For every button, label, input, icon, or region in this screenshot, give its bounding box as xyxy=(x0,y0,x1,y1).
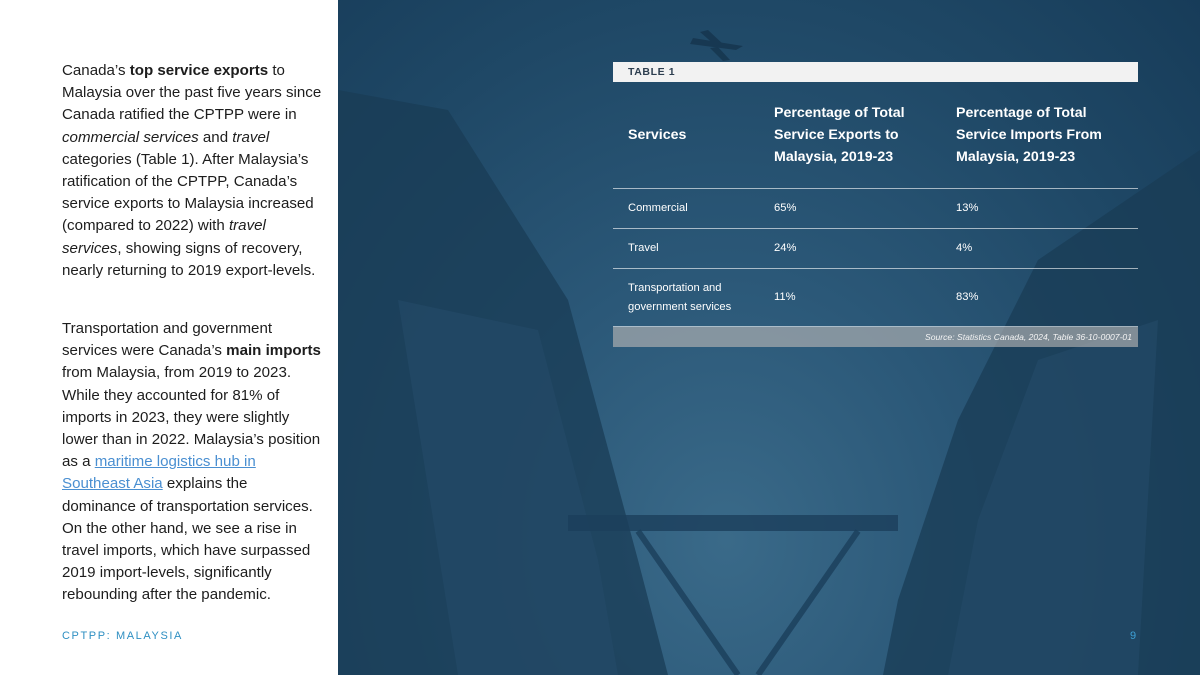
cell-exports: 65% xyxy=(774,189,956,229)
table-label: TABLE 1 xyxy=(613,62,1138,82)
emphasis-commercial-services: commercial services xyxy=(62,128,199,146)
cell-exports: 24% xyxy=(774,229,956,269)
maritime-logistics-link[interactable]: maritime logistics hub in Southeast Asia xyxy=(62,453,256,493)
header-services: Services xyxy=(613,82,774,189)
exports-paragraph: Canada’s top service exports to Malaysia over the past five years since Canada ratified the CPTPP were in commercial services and travel categories (Table 1). After Malaysia’s ratification of the CPTPP, Canada’s service exports to Malaysia increased (compared to 2022) with travel services, showing signs of recovery, nearly returning to 2019 export-levels. xyxy=(62,62,322,279)
cell-service: Transportation and government services xyxy=(613,269,774,327)
page-number: 9 xyxy=(1130,630,1137,642)
cell-imports: 13% xyxy=(956,189,1138,229)
cell-service: Travel xyxy=(613,229,774,269)
text-panel xyxy=(0,0,338,675)
table-row xyxy=(613,269,1138,327)
emphasis-main-imports: main imports xyxy=(226,342,321,360)
emphasis-travel-services: travel services xyxy=(62,217,266,257)
header-imports: Percentage of Total Service Imports From Malaysia, 2019-23 xyxy=(956,82,1138,189)
emphasis-travel: travel xyxy=(232,128,270,146)
emphasis-top-service-exports: top service exports xyxy=(129,62,269,79)
cell-exports: 11% xyxy=(774,269,956,327)
cell-imports: 4% xyxy=(956,229,1138,269)
table-row xyxy=(613,189,1138,229)
section-footer-label: CPTPP: MALAYSIA xyxy=(62,630,183,642)
airplane-icon xyxy=(690,30,743,61)
table-header-row xyxy=(613,82,1138,189)
services-data-table xyxy=(613,82,1138,327)
cell-service: Commercial xyxy=(613,189,774,229)
imports-paragraph: Transportation and government services were Canada’s main imports from Malaysia, from 2019 to 2023. While they accounted for 81% of imports in 2023, they were slightly lower than in 2022. Malaysia’s position as a maritime logistics hub in Southeast Asia explains the dominance of transportation services. On the other hand, we see a rise in travel imports, which have surpassed 2019 import-levels, significantly rebounding after the pandemic. xyxy=(62,320,321,604)
services-table xyxy=(613,62,1138,347)
header-exports: Percentage of Total Service Exports to Malaysia, 2019-23 xyxy=(774,82,956,189)
table-row xyxy=(613,229,1138,269)
table-source-note: Source: Statistics Canada, 2024, Table 36-10-0007-01 xyxy=(613,327,1138,347)
cell-imports: 83% xyxy=(956,269,1138,327)
